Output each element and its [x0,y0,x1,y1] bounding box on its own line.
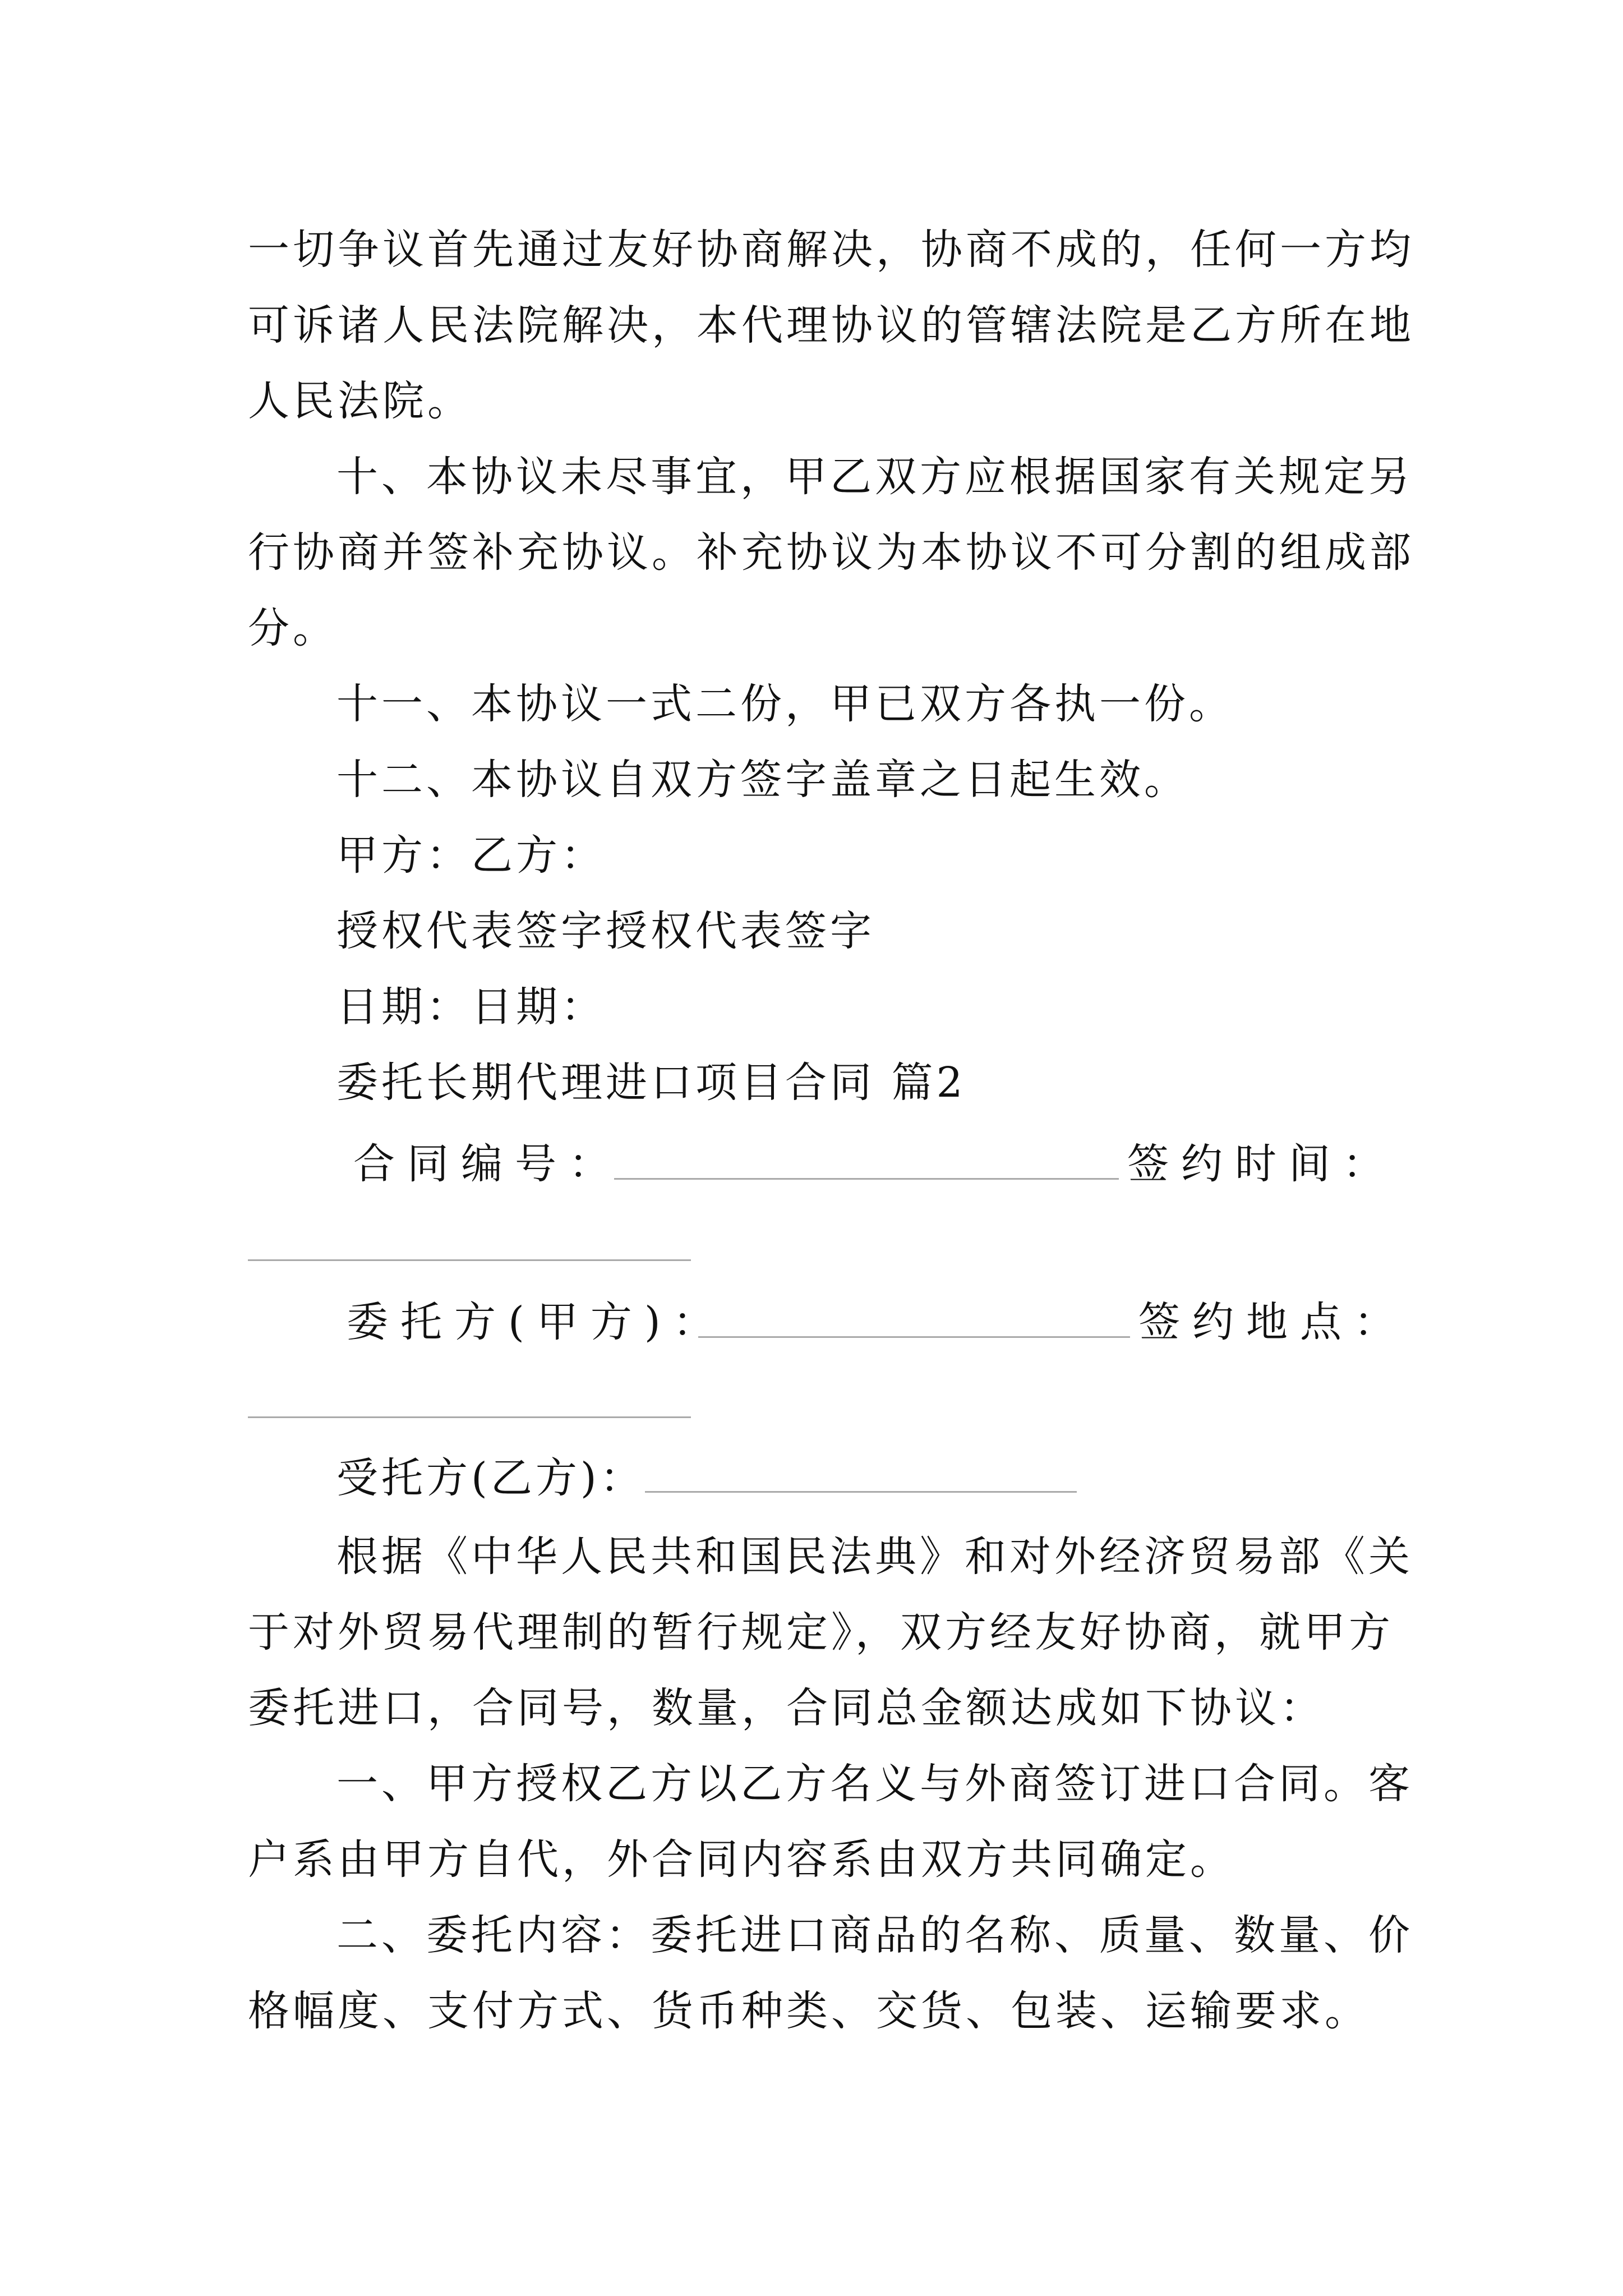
sign-time-blank[interactable] [248,1259,691,1261]
paragraph-line: 户系由甲方自代，外合同内容系由双方共同确定。 [248,1835,1235,1884]
contract-number-label: 合同编号： [353,1140,623,1188]
client-blank[interactable] [698,1336,1130,1338]
paragraph-line: 委托进口，合同号，数量，合同总金额达成如下协议： [248,1684,1325,1732]
sign-time-label: 签约时间： [1127,1140,1396,1188]
agent-blank[interactable] [645,1491,1077,1493]
paragraph-line: 根据《中华人民共和国民法典》和对外经济贸易部《关 [336,1533,1413,1581]
sign-place-label: 签约地点： [1138,1298,1408,1346]
signature-representatives: 授权代表签字授权代表签字 [336,907,875,955]
sign-place-blank[interactable] [248,1416,691,1418]
paragraph-line: 分。 [248,604,338,652]
paragraph-line: 行协商并签补充协议。补充协议为本协议不可分割的组成部 [248,528,1414,577]
clause-copies: 十一、本协议一式二份，甲已双方各执一份。 [336,680,1234,728]
agent-label: 受托方(乙方)： [336,1454,645,1502]
paragraph-line: 一、甲方授权乙方以乙方名义与外商签订进口合同。客 [336,1760,1413,1808]
signature-dates: 日期：日期： [336,983,606,1031]
paragraph-line: 于对外贸易代理制的暂行规定》，双方经友好协商，就甲方 [248,1608,1394,1657]
paragraph-line: 人民法院。 [248,377,472,425]
client-label: 委托方(甲方)： [347,1298,727,1346]
clause-effective: 十二、本协议自双方签字盖章之日起生效。 [336,756,1189,804]
paragraph-line: 可诉诸人民法院解决，本代理协议的管辖法院是乙方所在地 [248,301,1414,349]
paragraph-line: 格幅度、支付方式、货币种类、交货、包装、运输要求。 [248,1987,1370,2035]
paragraph-line: 十、本协议未尽事宜，甲乙双方应根据国家有关规定另 [336,453,1413,501]
contract-number-blank[interactable] [614,1178,1119,1180]
section-title: 委托长期代理进口项目合同 篇2 [336,1059,966,1107]
signature-parties: 甲方：乙方： [336,831,606,880]
paragraph-line: 二、委托内容：委托进口商品的名称、质量、数量、价 [336,1911,1413,1959]
paragraph-line: 一切争议首先通过友好协商解决，协商不成的，任何一方均 [248,226,1414,274]
